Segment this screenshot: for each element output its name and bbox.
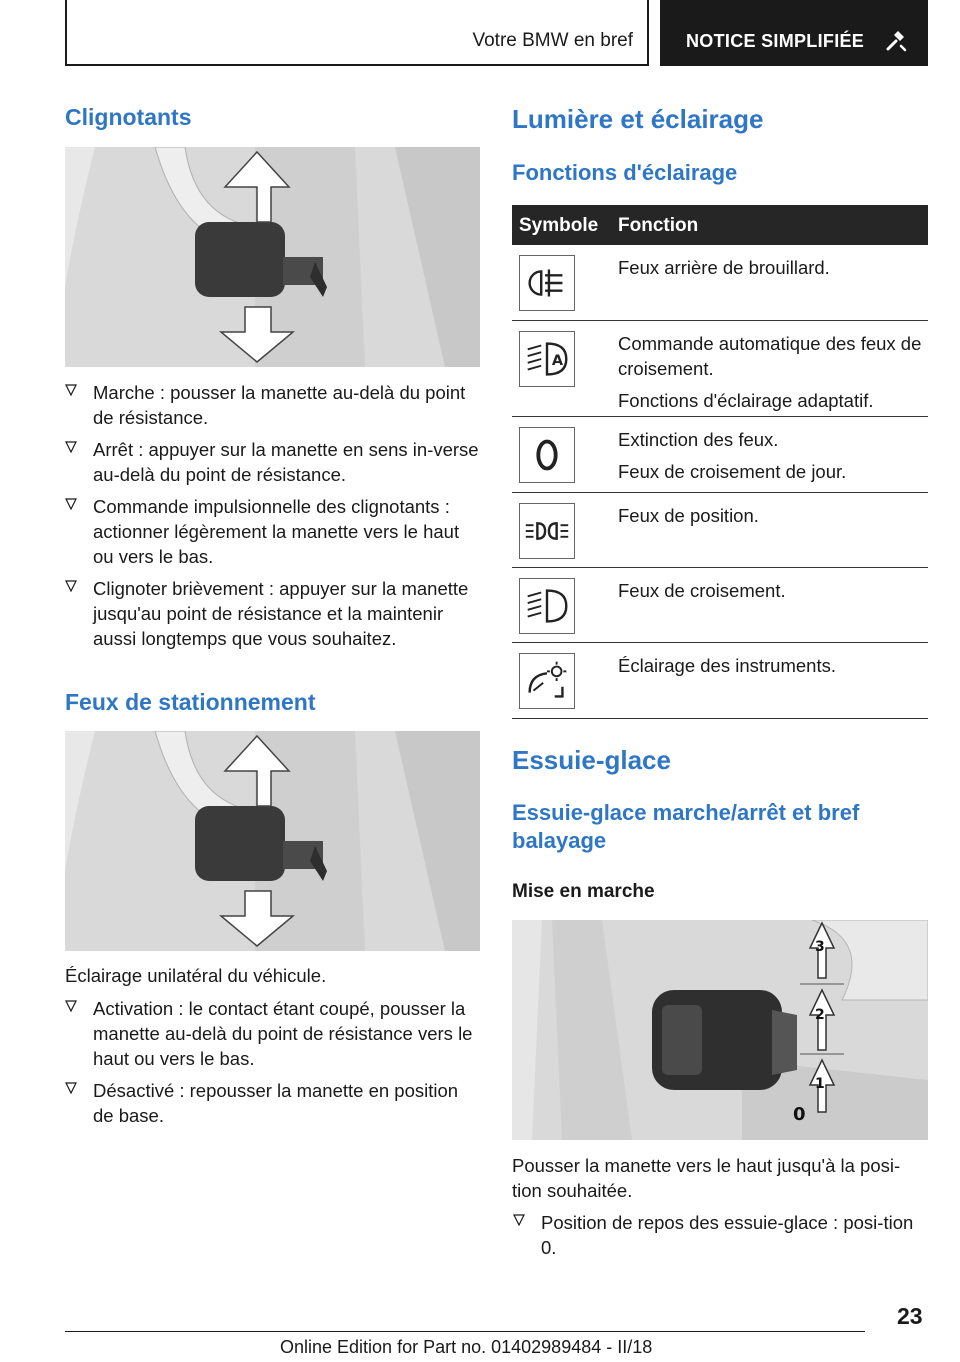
- list-item: Activation : le contact étant coupé, pousser la manette au-delà du point de résistance vers le haut ou vers le bas.: [93, 996, 483, 1071]
- function-text: Éclairage des instruments.: [618, 655, 836, 676]
- position-label: 1: [815, 1076, 825, 1092]
- list-item: Commande impulsionnelle des clignotants : actionner légèrement la manette vers le haut ou vers le bas.: [93, 494, 483, 569]
- table-header: [512, 205, 928, 245]
- function-text: Extinction des feux. Feux de croisement de jour.: [618, 429, 847, 482]
- heading-lumiere: Lumière et éclairage: [512, 104, 764, 134]
- badge-label: NOTICE SIMPLIFIÉE: [686, 31, 865, 51]
- body-text: Pousser la manette vers le haut jusqu'à la posi-tion souhaitée.: [512, 1155, 901, 1201]
- position-label: 2: [815, 1007, 825, 1023]
- triangle-bullet-icon: [513, 1214, 525, 1226]
- function-text: Feux arrière de brouillard.: [618, 257, 830, 278]
- table-row: [512, 417, 928, 493]
- position-label: 0: [793, 1104, 806, 1125]
- header-frame: [65, 0, 649, 66]
- triangle-bullet-icon: [65, 580, 77, 592]
- automatic-headlight-icon: [519, 331, 575, 387]
- triangle-bullet-icon: [65, 441, 77, 453]
- intro-text: Éclairage unilatéral du véhicule.: [65, 965, 327, 986]
- svg-text:A: A: [551, 352, 564, 369]
- list-item: Arrêt : appuyer sur la manette en sens in-verse au-delà du point de résistance.: [93, 437, 483, 487]
- notice-badge: [660, 0, 928, 66]
- triangle-bullet-icon: [65, 384, 77, 396]
- triangle-bullet-icon: [65, 498, 77, 510]
- heading-essuie-glace: Essuie-glace: [512, 745, 671, 775]
- lighting-functions-table: [512, 205, 928, 719]
- column-header-function: Fonction: [618, 215, 699, 236]
- page-number: 23: [897, 1303, 923, 1329]
- table-row: [512, 245, 928, 321]
- low-beam-icon: [519, 578, 575, 634]
- table-row: [512, 321, 928, 417]
- table-row: [512, 568, 928, 643]
- function-text: Feux de croisement.: [618, 580, 786, 601]
- section-title: Votre BMW en bref: [472, 30, 633, 51]
- table-row: [512, 493, 928, 568]
- instrument-lighting-icon: [519, 653, 575, 709]
- lights-off-icon: [519, 427, 575, 483]
- illustration-wiper-lever: [512, 920, 928, 1140]
- rear-fog-light-icon: [519, 255, 575, 311]
- list-item: Désactivé : repousser la manette en position de base.: [93, 1078, 483, 1128]
- heading-mise-en-marche: Mise en marche: [512, 881, 655, 902]
- position-label: 3: [815, 939, 825, 955]
- function-text: Commande automatique des feux de croisement. Fonctions d'éclairage adaptatif.: [618, 333, 922, 411]
- parking-light-icon: [519, 503, 575, 559]
- heading-essuie-marche: Essuie-glace marche/arrêt et bref balayage: [512, 800, 860, 853]
- list-item: Position de repos des essuie-glace : posi-tion 0.: [541, 1210, 926, 1260]
- list-item: Clignoter brièvement : appuyer sur la manette jusqu'au point de résistance et la maintenir aussi longtemps que vous souhaitez.: [93, 576, 483, 651]
- function-text: Feux de position.: [618, 505, 759, 526]
- footer-edition: Online Edition for Part no. 01402989484 - II/18: [280, 1337, 653, 1357]
- illustration-turn-signal-lever: [65, 147, 480, 367]
- footer-divider: [65, 1331, 865, 1332]
- triangle-bullet-icon: [65, 1000, 77, 1012]
- column-header-symbol: Symbole: [519, 215, 599, 236]
- heading-clignotants: Clignotants: [65, 104, 192, 130]
- illustration-parking-light-lever: [65, 731, 480, 951]
- table-row: [512, 643, 928, 719]
- wrench-hammer-icon: [884, 29, 908, 53]
- triangle-bullet-icon: [65, 1082, 77, 1094]
- list-item: Marche : pousser la manette au-delà du point de résistance.: [93, 380, 483, 430]
- heading-feux-stationnement: Feux de stationnement: [65, 689, 316, 715]
- heading-fonctions: Fonctions d'éclairage: [512, 160, 738, 185]
